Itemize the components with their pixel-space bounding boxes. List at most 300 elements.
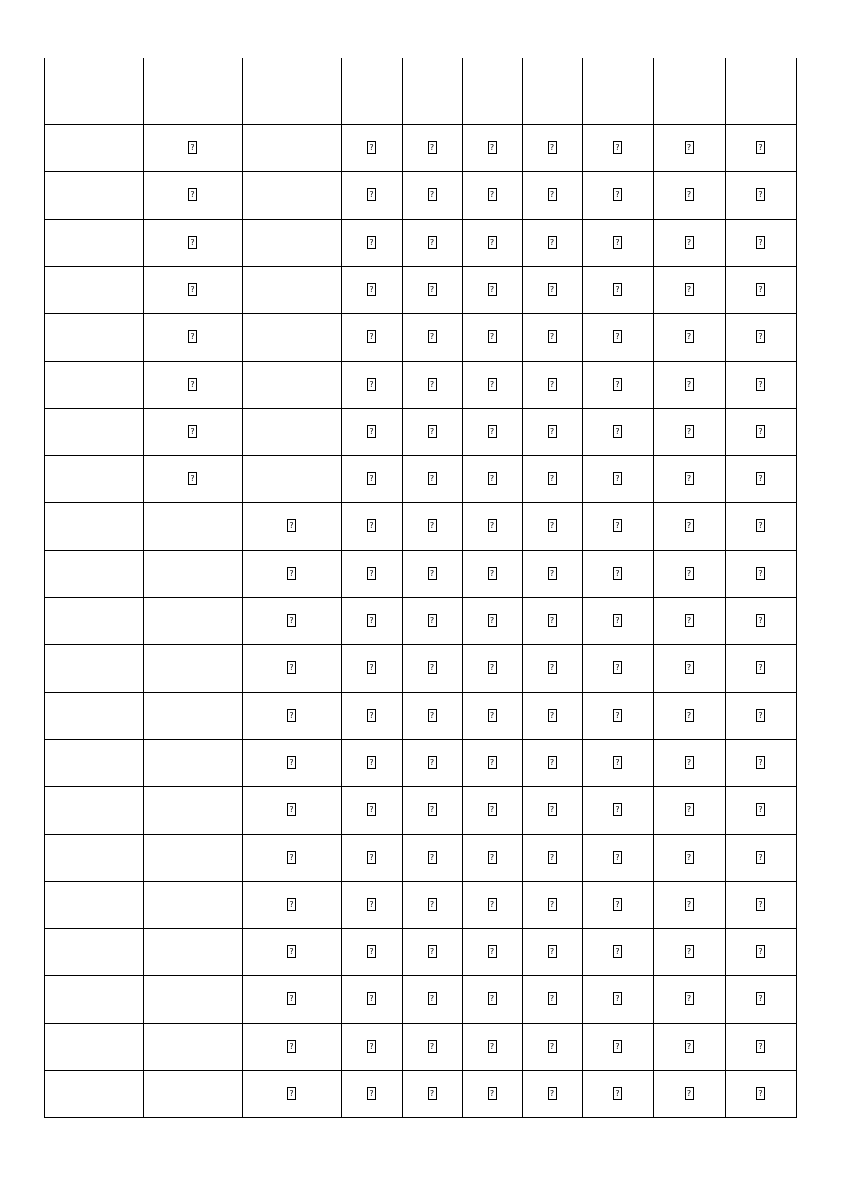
table-cell [44, 644, 143, 691]
table-cell [44, 928, 143, 975]
table-cell [725, 597, 796, 644]
header-cell [402, 58, 462, 124]
missing-glyph-icon [613, 236, 622, 249]
missing-glyph-icon [287, 803, 296, 816]
table-cell [725, 1023, 796, 1070]
missing-glyph-icon [685, 945, 694, 958]
table-cell [462, 928, 522, 975]
missing-glyph-icon [756, 1087, 765, 1100]
missing-glyph-icon [287, 945, 296, 958]
missing-glyph-icon [488, 803, 497, 816]
missing-glyph-icon [548, 898, 557, 911]
missing-glyph-icon [428, 661, 437, 674]
table-cell [143, 219, 242, 266]
table-cell [653, 881, 725, 928]
missing-glyph-icon [756, 472, 765, 485]
table-cell [341, 1023, 402, 1070]
table-cell [402, 881, 462, 928]
table-cell [242, 455, 341, 502]
missing-glyph-icon [188, 283, 197, 296]
missing-glyph-icon [428, 236, 437, 249]
missing-glyph-icon [756, 1040, 765, 1053]
missing-glyph-icon [685, 992, 694, 1005]
row-divider [44, 1117, 797, 1118]
missing-glyph-icon [287, 756, 296, 769]
table-cell [143, 834, 242, 881]
table-cell [143, 975, 242, 1022]
table-cell [725, 1070, 796, 1117]
missing-glyph-icon [548, 661, 557, 674]
table-cell [242, 361, 341, 408]
missing-glyph-icon [756, 283, 765, 296]
table-cell [653, 266, 725, 313]
table-cell [341, 692, 402, 739]
table-cell [582, 550, 653, 597]
table-cell [242, 1070, 341, 1117]
missing-glyph-icon [613, 709, 622, 722]
table-cell [143, 739, 242, 786]
table-cell [44, 739, 143, 786]
missing-glyph-icon [685, 425, 694, 438]
missing-glyph-icon [428, 756, 437, 769]
table-cell [582, 739, 653, 786]
table-cell [725, 361, 796, 408]
table-cell [341, 408, 402, 455]
header-cell [653, 58, 725, 124]
missing-glyph-icon [367, 661, 376, 674]
table-cell [522, 692, 582, 739]
missing-glyph-icon [428, 992, 437, 1005]
missing-glyph-icon [488, 851, 497, 864]
table-cell [462, 597, 522, 644]
table-cell [725, 881, 796, 928]
table-cell [242, 786, 341, 833]
header-cell [582, 58, 653, 124]
missing-glyph-icon [188, 330, 197, 343]
table-cell [653, 1023, 725, 1070]
header-cell [44, 58, 143, 124]
missing-glyph-icon [367, 992, 376, 1005]
table-cell [462, 219, 522, 266]
table-cell [341, 644, 402, 691]
missing-glyph-icon [367, 283, 376, 296]
missing-glyph-icon [428, 141, 437, 154]
missing-glyph-icon [613, 1087, 622, 1100]
table-cell [402, 124, 462, 171]
header-cell [725, 58, 796, 124]
table-cell [522, 455, 582, 502]
table-cell [522, 644, 582, 691]
table-cell [582, 692, 653, 739]
missing-glyph-icon [756, 803, 765, 816]
table-cell [143, 124, 242, 171]
missing-glyph-icon [756, 141, 765, 154]
table-cell [44, 881, 143, 928]
missing-glyph-icon [613, 519, 622, 532]
missing-glyph-icon [188, 141, 197, 154]
table-cell [402, 219, 462, 266]
missing-glyph-icon [367, 472, 376, 485]
table-cell [653, 834, 725, 881]
table-cell [143, 786, 242, 833]
table-cell [242, 644, 341, 691]
missing-glyph-icon [756, 661, 765, 674]
missing-glyph-icon [367, 378, 376, 391]
missing-glyph-icon [367, 898, 376, 911]
table-cell [653, 1070, 725, 1117]
missing-glyph-icon [685, 236, 694, 249]
table-cell [725, 219, 796, 266]
table-cell [341, 881, 402, 928]
table-cell [725, 692, 796, 739]
missing-glyph-icon [367, 1087, 376, 1100]
missing-glyph-icon [367, 425, 376, 438]
table-cell [582, 881, 653, 928]
table-cell [402, 597, 462, 644]
table-cell [402, 644, 462, 691]
missing-glyph-icon [428, 898, 437, 911]
table-cell [143, 266, 242, 313]
table-cell [653, 124, 725, 171]
column-divider [796, 58, 797, 1117]
missing-glyph-icon [548, 1040, 557, 1053]
table-cell [725, 502, 796, 549]
table-cell [341, 975, 402, 1022]
missing-glyph-icon [488, 519, 497, 532]
missing-glyph-icon [548, 519, 557, 532]
table-cell [653, 408, 725, 455]
table-cell [725, 739, 796, 786]
table-cell [582, 361, 653, 408]
table-cell [462, 313, 522, 360]
missing-glyph-icon [548, 567, 557, 580]
missing-glyph-icon [428, 188, 437, 201]
table-cell [341, 928, 402, 975]
missing-glyph-icon [428, 472, 437, 485]
table-cell [653, 550, 725, 597]
table-cell [44, 692, 143, 739]
table-cell [653, 786, 725, 833]
table-cell [341, 219, 402, 266]
missing-glyph-icon [367, 141, 376, 154]
table-cell [462, 881, 522, 928]
table-cell [462, 692, 522, 739]
missing-glyph-icon [685, 803, 694, 816]
table-cell [242, 171, 341, 218]
missing-glyph-icon [367, 1040, 376, 1053]
table-cell [341, 1070, 402, 1117]
missing-glyph-icon [613, 1040, 622, 1053]
table-cell [522, 1023, 582, 1070]
table-cell [522, 786, 582, 833]
missing-glyph-icon [548, 756, 557, 769]
table-cell [402, 455, 462, 502]
table-cell [462, 124, 522, 171]
table-cell [242, 550, 341, 597]
table-cell [44, 502, 143, 549]
table-cell [653, 455, 725, 502]
missing-glyph-icon [685, 378, 694, 391]
table-cell [522, 550, 582, 597]
missing-glyph-icon [685, 851, 694, 864]
table-cell [44, 1023, 143, 1070]
table-cell [725, 455, 796, 502]
missing-glyph-icon [756, 851, 765, 864]
table-cell [341, 597, 402, 644]
missing-glyph-icon [188, 378, 197, 391]
table-cell [582, 1070, 653, 1117]
missing-glyph-icon [548, 945, 557, 958]
table-cell [143, 550, 242, 597]
missing-glyph-icon [613, 756, 622, 769]
table-cell [653, 502, 725, 549]
table-cell [582, 928, 653, 975]
table-cell [44, 1070, 143, 1117]
table-cell [44, 597, 143, 644]
missing-glyph-icon [756, 756, 765, 769]
table-cell [462, 502, 522, 549]
missing-glyph-icon [613, 378, 622, 391]
missing-glyph-icon [756, 567, 765, 580]
missing-glyph-icon [756, 330, 765, 343]
missing-glyph-icon [613, 188, 622, 201]
table-cell [341, 502, 402, 549]
table-cell [143, 1023, 242, 1070]
missing-glyph-icon [756, 188, 765, 201]
missing-glyph-icon [367, 519, 376, 532]
table-cell [402, 502, 462, 549]
table-cell [582, 455, 653, 502]
table-cell [725, 124, 796, 171]
table-cell [462, 266, 522, 313]
missing-glyph-icon [488, 188, 497, 201]
table-cell [143, 171, 242, 218]
missing-glyph-icon [287, 661, 296, 674]
missing-glyph-icon [756, 236, 765, 249]
table-cell [582, 313, 653, 360]
table-cell [582, 834, 653, 881]
missing-glyph-icon [428, 567, 437, 580]
table-cell [143, 313, 242, 360]
table-cell [341, 739, 402, 786]
missing-glyph-icon [685, 1087, 694, 1100]
missing-glyph-icon [548, 188, 557, 201]
missing-glyph-icon [613, 472, 622, 485]
missing-glyph-icon [756, 945, 765, 958]
missing-glyph-icon [287, 992, 296, 1005]
table-cell [522, 928, 582, 975]
table-cell [462, 408, 522, 455]
table-cell [522, 124, 582, 171]
missing-glyph-icon [428, 425, 437, 438]
table-cell [402, 550, 462, 597]
table-cell [341, 124, 402, 171]
missing-glyph-icon [428, 1087, 437, 1100]
table-cell [242, 124, 341, 171]
missing-glyph-icon [367, 709, 376, 722]
table-cell [725, 313, 796, 360]
table-cell [44, 124, 143, 171]
table-cell [582, 786, 653, 833]
table-cell [582, 644, 653, 691]
missing-glyph-icon [613, 283, 622, 296]
table-cell [462, 739, 522, 786]
table-cell [522, 266, 582, 313]
missing-glyph-icon [548, 992, 557, 1005]
missing-glyph-icon [685, 756, 694, 769]
missing-glyph-icon [367, 330, 376, 343]
table-cell [582, 171, 653, 218]
table-cell [143, 1070, 242, 1117]
table-cell [402, 171, 462, 218]
missing-glyph-icon [548, 614, 557, 627]
table-cell [725, 266, 796, 313]
table-cell [341, 786, 402, 833]
table-cell [522, 834, 582, 881]
missing-glyph-icon [488, 472, 497, 485]
table-cell [143, 644, 242, 691]
table-cell [522, 881, 582, 928]
missing-glyph-icon [367, 614, 376, 627]
missing-glyph-icon [188, 236, 197, 249]
table-cell [462, 455, 522, 502]
table-cell [44, 550, 143, 597]
table-cell [341, 455, 402, 502]
missing-glyph-icon [367, 756, 376, 769]
table-cell [143, 502, 242, 549]
table-cell [44, 975, 143, 1022]
missing-glyph-icon [287, 709, 296, 722]
table-cell [725, 786, 796, 833]
missing-glyph-icon [548, 141, 557, 154]
table-cell [242, 313, 341, 360]
missing-glyph-icon [685, 709, 694, 722]
missing-glyph-icon [428, 1040, 437, 1053]
table-cell [44, 266, 143, 313]
table-cell [582, 408, 653, 455]
missing-glyph-icon [548, 378, 557, 391]
missing-glyph-icon [367, 567, 376, 580]
missing-glyph-icon [613, 141, 622, 154]
table-cell [143, 928, 242, 975]
missing-glyph-icon [685, 661, 694, 674]
header-cell [341, 58, 402, 124]
missing-glyph-icon [488, 283, 497, 296]
missing-glyph-icon [367, 803, 376, 816]
table-cell [582, 502, 653, 549]
table-cell [653, 644, 725, 691]
table-cell [242, 1023, 341, 1070]
missing-glyph-icon [548, 236, 557, 249]
missing-glyph-icon [685, 519, 694, 532]
missing-glyph-icon [756, 898, 765, 911]
table-cell [653, 313, 725, 360]
missing-glyph-icon [287, 1040, 296, 1053]
table-cell [402, 975, 462, 1022]
missing-glyph-icon [428, 945, 437, 958]
missing-glyph-icon [756, 519, 765, 532]
missing-glyph-icon [488, 1087, 497, 1100]
missing-glyph-icon [488, 756, 497, 769]
missing-glyph-icon [287, 851, 296, 864]
missing-glyph-icon [685, 614, 694, 627]
missing-glyph-icon [613, 945, 622, 958]
missing-glyph-icon [613, 567, 622, 580]
table-cell [725, 834, 796, 881]
missing-glyph-icon [548, 472, 557, 485]
missing-glyph-icon [287, 898, 296, 911]
table-cell [522, 1070, 582, 1117]
missing-glyph-icon [488, 898, 497, 911]
table-cell [582, 219, 653, 266]
header-cell [462, 58, 522, 124]
missing-glyph-icon [488, 330, 497, 343]
missing-glyph-icon [685, 567, 694, 580]
missing-glyph-icon [287, 519, 296, 532]
missing-glyph-icon [613, 898, 622, 911]
table-cell [341, 171, 402, 218]
table-cell [725, 975, 796, 1022]
table-cell [44, 834, 143, 881]
missing-glyph-icon [367, 945, 376, 958]
missing-glyph-icon [488, 661, 497, 674]
table-cell [341, 361, 402, 408]
table-cell [402, 692, 462, 739]
table-cell [143, 408, 242, 455]
missing-glyph-icon [428, 614, 437, 627]
missing-glyph-icon [756, 378, 765, 391]
table-cell [341, 266, 402, 313]
table-cell [462, 834, 522, 881]
missing-glyph-icon [685, 330, 694, 343]
missing-glyph-icon [488, 1040, 497, 1053]
missing-glyph-icon [613, 425, 622, 438]
table-cell [143, 881, 242, 928]
missing-glyph-icon [685, 472, 694, 485]
missing-glyph-icon [488, 378, 497, 391]
table-cell [341, 834, 402, 881]
missing-glyph-icon [428, 330, 437, 343]
missing-glyph-icon [488, 425, 497, 438]
table-cell [242, 739, 341, 786]
missing-glyph-icon [685, 1040, 694, 1053]
table-cell [44, 786, 143, 833]
table-cell [653, 219, 725, 266]
header-cell [143, 58, 242, 124]
table-cell [522, 597, 582, 644]
header-cell [242, 58, 341, 124]
table-cell [242, 266, 341, 313]
missing-glyph-icon [188, 425, 197, 438]
missing-glyph-icon [488, 236, 497, 249]
missing-glyph-icon [428, 709, 437, 722]
table-cell [341, 313, 402, 360]
missing-glyph-icon [685, 188, 694, 201]
missing-glyph-icon [488, 614, 497, 627]
missing-glyph-icon [488, 992, 497, 1005]
table-cell [725, 408, 796, 455]
missing-glyph-icon [367, 188, 376, 201]
header-cell [522, 58, 582, 124]
table-cell [462, 171, 522, 218]
table-cell [725, 644, 796, 691]
table-cell [402, 408, 462, 455]
table-cell [402, 786, 462, 833]
missing-glyph-icon [488, 709, 497, 722]
table-cell [725, 171, 796, 218]
table-cell [44, 455, 143, 502]
missing-glyph-icon [367, 851, 376, 864]
